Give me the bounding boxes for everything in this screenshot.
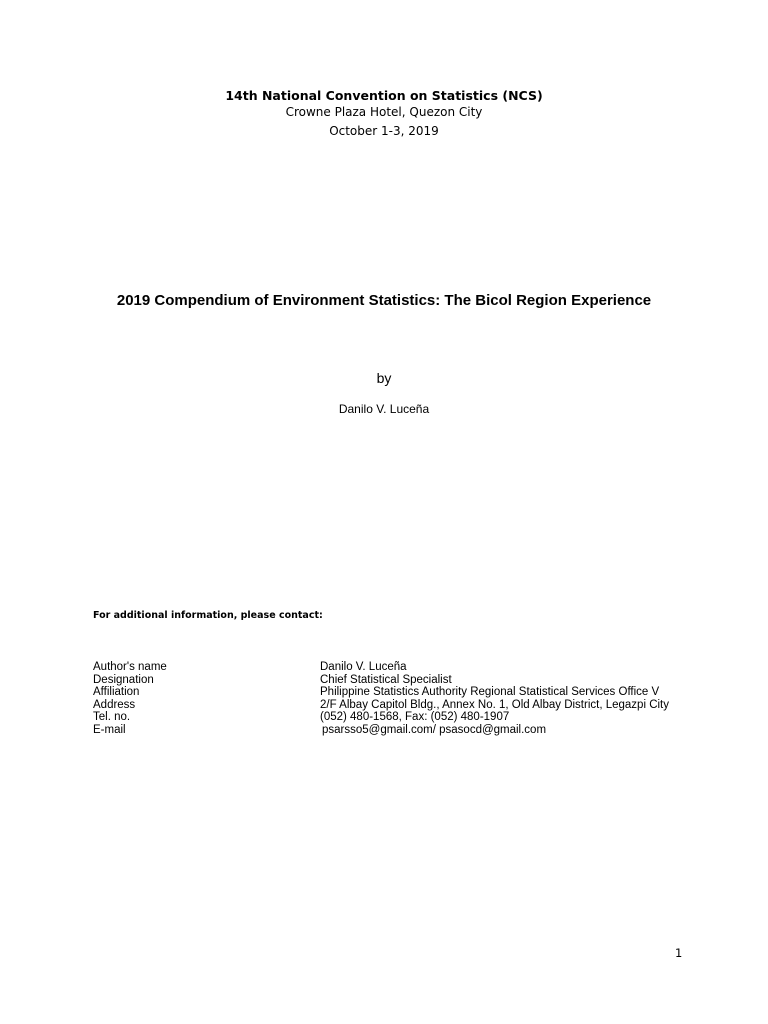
contact-value: Danilo V. Luceña [320, 661, 407, 673]
contact-value: psarsso5@gmail.com/ psasocd@gmail.com [322, 723, 547, 736]
conference-dates: October 1-3, 2019 [329, 124, 439, 138]
contact-value: Chief Statistical Specialist [320, 673, 452, 686]
contact-label: Affiliation [93, 686, 140, 699]
by-label: by [376, 370, 392, 386]
contact-heading: For additional information, please contact: [93, 610, 323, 621]
contact-row-email [93, 724, 669, 737]
contact-label: Tel. no. [93, 711, 131, 724]
contact-row-affiliation [93, 686, 669, 699]
conference-venue: Crowne Plaza Hotel, Quezon City [285, 105, 483, 119]
page-number: 1 [675, 946, 683, 960]
author-name: Danilo V. Luceña [338, 402, 430, 416]
contact-label: Address [93, 698, 136, 711]
contact-label: Designation [93, 673, 154, 686]
contact-value: Philippine Statistics Authority Regional Statistical Services Office V [320, 686, 660, 699]
contact-row-tel [93, 711, 669, 724]
contact-value: 2/F Albay Capitol Bldg., Annex No. 1, Old Albay District, Legazpi City [320, 698, 670, 711]
contact-row-author [93, 661, 669, 674]
contact-label: E-mail [93, 723, 126, 736]
contact-table [93, 661, 669, 737]
contact-label: Author's name [93, 661, 167, 673]
paper-title: 2019 Compendium of Environment Statistics: The Bicol Region Experience [116, 292, 652, 309]
contact-value: (052) 480-1568, Fax: (052) 480-1907 [320, 711, 510, 724]
contact-row-address [93, 699, 669, 712]
conference-name: 14th National Convention on Statistics (NCS) [225, 88, 543, 103]
contact-row-designation [93, 674, 669, 687]
